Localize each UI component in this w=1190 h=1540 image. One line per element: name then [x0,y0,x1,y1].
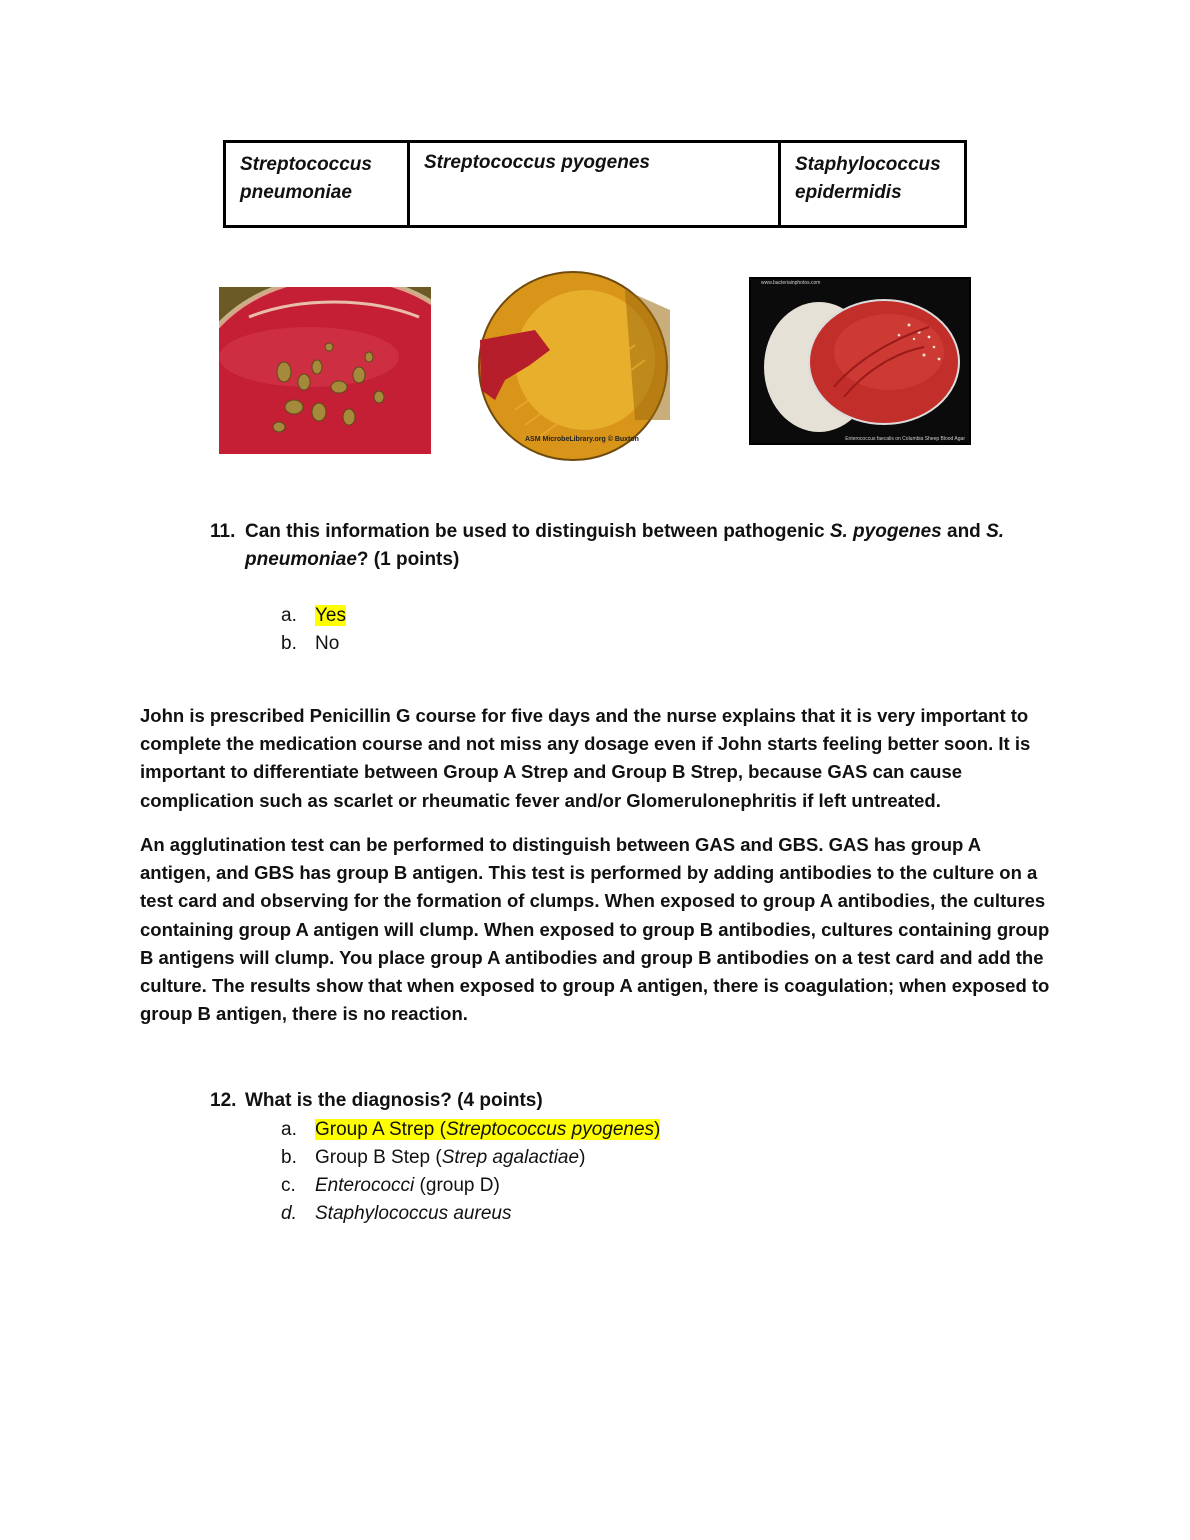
q11-option-a [281,602,346,630]
q12-b-pre: Group B Step ( [315,1147,442,1168]
q12-option-b-label: b. [281,1147,297,1168]
q12-a-species: Streptococcus pyogenes [445,1119,655,1140]
paragraph-treatment: John is prescribed Penicillin G course for five days and the nurse explains that it is very important to complete the medication course and not miss any dosage even if John starts feeling better soon. It is important to differentiate between Group A Strep and Group B Strep, because GAS can cause complication such as scarlet or rheumatic fever and/or Glomerulonephritis if left untreated. [140,705,1031,811]
organism-table [223,140,967,228]
q11-option-b-label: b. [281,633,297,654]
q12-c-species: Enterococci [315,1175,415,1196]
plate-image-pyogenes [475,270,671,462]
plate3-caption: Enterococcus faecalis on Columbia Sheep Blood Agar [845,436,965,442]
q11-species-2: S. pneumoniae [245,521,1005,570]
q11-text-a: Can this information be used to distinguish between pathogenic [245,521,830,542]
q11-text-b: and [941,521,987,542]
organism-cell-1: Streptococcus pneumoniae [226,143,410,225]
q12-b-species: Strep agalactiae [441,1147,580,1168]
q12-option-d [281,1200,511,1228]
q12-option-a [281,1116,660,1144]
q11-species-1: S. pyogenes [829,521,942,542]
q12-option-a-text [315,1119,660,1140]
q12-b-post: ) [579,1147,586,1168]
q12-option-a-label: a. [281,1119,297,1140]
q12-option-c-label: c. [281,1175,296,1196]
organism-cell-2: Streptococcus pyogenes [410,143,781,225]
paragraph-agglutination: An agglutination test can be performed to distinguish between GAS and GBS. GAS has group A antigen, and GBS has group B antigen. This test is performed by adding antibodies to the culture on a test card and observing for the formation of clumps. When exposed to group A antibodies, the cultures containing group A antigen will clump. When exposed to group B antibodies, cultures containing group B antigens will clump. You place group A antibodies and group B antibodies on a test card and add the culture. The results show that when exposed to group A antigen, there is coagulation; when exposed to group B antigen, there is no reaction. [140,834,1050,1025]
q12-option-b [281,1144,585,1172]
q11-option-a-text: Yes [315,605,346,626]
q12-d-species: Staphylococcus aureus [315,1203,512,1224]
q12-c-post: (group D) [414,1175,500,1196]
plate3-header: www.bacteriainphotos.com [761,280,821,286]
plate-image-epidermidis [749,277,971,445]
plate-image-pneumoniae [219,287,431,454]
question-11-number: 11. [210,521,236,542]
question-12-text: What is the diagnosis? (4 points) [245,1090,543,1111]
q11-option-a-label: a. [281,605,297,626]
q12-option-c [281,1172,500,1200]
q12-a-pre: Group A Strep ( [315,1119,446,1140]
question-11-text [245,518,1005,574]
q11-option-b [281,630,339,658]
plate2-caption: ASM MicrobeLibrary.org © Buxton [525,436,639,443]
q11-option-b-text: No [315,633,340,654]
q11-text-c: ? (1 points) [356,549,460,570]
question-12-number: 12. [210,1090,237,1111]
organism-cell-3: Staphylococcus epidermidis [795,154,941,203]
q12-option-d-label: d. [281,1203,297,1224]
q12-a-post: ) [654,1119,661,1140]
